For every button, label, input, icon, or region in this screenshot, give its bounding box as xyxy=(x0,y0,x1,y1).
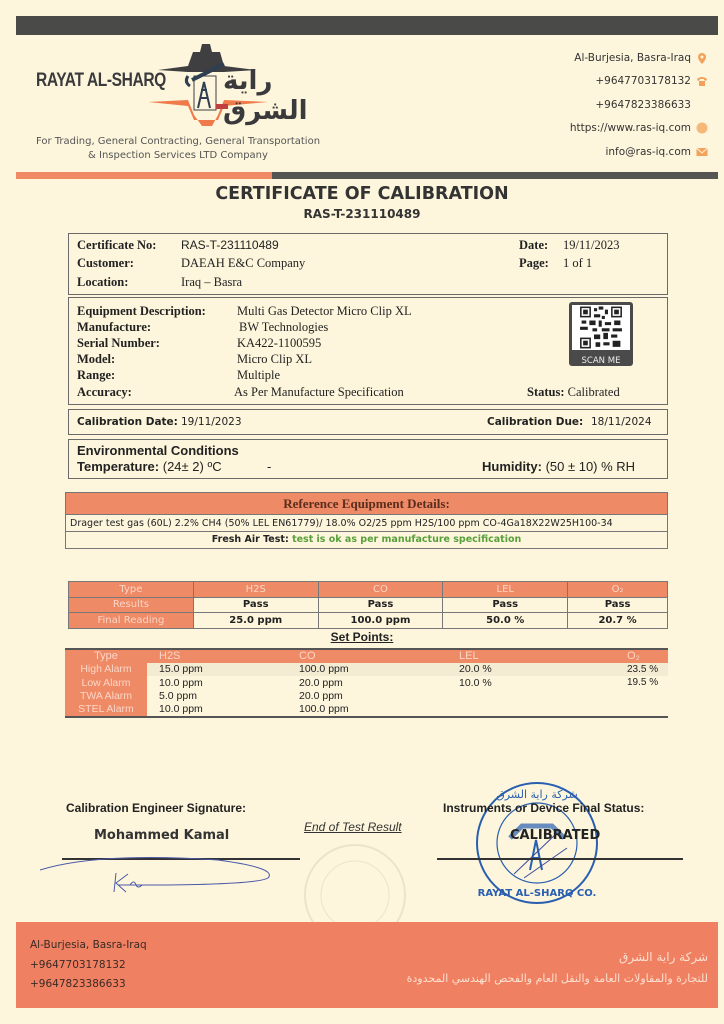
results-header-cell: H2S xyxy=(193,582,318,598)
table-cell xyxy=(577,703,668,717)
engineer-signature-label: Calibration Engineer Signature: xyxy=(66,801,247,815)
customer-label: Customer: xyxy=(77,256,134,270)
row-label: High Alarm xyxy=(65,663,147,677)
page-value: 1 of 1 xyxy=(563,256,593,270)
table-row xyxy=(65,676,668,690)
table-cell: Pass xyxy=(193,597,318,613)
calibration-due-label: Calibration Due: xyxy=(487,416,584,428)
page-label: Page: xyxy=(519,256,549,270)
row-label: Final Reading xyxy=(69,613,194,629)
set-points-header-row xyxy=(65,649,668,663)
table-cell: 20.0 ppm xyxy=(299,690,343,703)
set-header-cell: LEL xyxy=(447,649,577,663)
set-points-table xyxy=(65,648,668,718)
header-separator-orange xyxy=(16,172,272,179)
serial-number-value: KA422-1100595 xyxy=(237,336,322,350)
location-label: Location: xyxy=(77,275,129,289)
set-header-cell: H2S xyxy=(147,649,257,663)
temperature-value: (24± 2) ºC xyxy=(162,459,222,474)
svg-text:RAYAT AL-SHARQ CO.: RAYAT AL-SHARQ CO. xyxy=(477,888,597,899)
contact-phone-2[interactable]: +9647823386633 xyxy=(595,98,691,111)
phone-icon xyxy=(696,75,708,87)
contact-website[interactable]: https://www.ras-iq.com xyxy=(569,122,691,135)
equipment-description-value: Multi Gas Detector Micro Clip XL xyxy=(237,304,412,318)
location-pin-icon xyxy=(696,52,708,64)
header-separator-dark xyxy=(272,172,718,179)
set-header-cell: Type xyxy=(65,649,147,663)
document-title: CERTIFICATE OF CALIBRATION xyxy=(215,184,509,204)
table-cell: 5.0 ppm xyxy=(159,690,197,703)
humidity-field xyxy=(482,459,635,474)
table-cell: 50.0 % xyxy=(443,613,568,629)
table-cell: Pass xyxy=(443,597,568,613)
table-cell: 25.0 ppm xyxy=(193,613,318,629)
results-table xyxy=(68,581,668,629)
header-top-bar xyxy=(16,16,718,35)
tagline-line-1: For Trading, General Contracting, General Transportation xyxy=(35,136,321,147)
certificate-no-label: Certificate No: xyxy=(77,238,157,252)
humidity-label: Humidity: xyxy=(482,459,542,474)
table-cell: 20.7 % xyxy=(568,613,668,629)
footer-phone-1[interactable]: +9647703178132 xyxy=(30,958,126,971)
model-value: Micro Clip XL xyxy=(237,352,312,366)
table-cell: 100.0 ppm xyxy=(299,703,349,716)
table-cell: 10.0 ppm xyxy=(159,703,203,716)
table-cell: 23.5 % xyxy=(577,663,668,677)
final-status-label: Instruments or Device Final Status: xyxy=(443,801,645,815)
certificate-no-value: RAS-T-231110489 xyxy=(181,238,279,252)
header-contact-block xyxy=(408,46,708,164)
fresh-air-label: Fresh Air Test: xyxy=(211,534,289,545)
table-row xyxy=(69,597,668,613)
calibration-date-label: Calibration Date: xyxy=(77,416,178,428)
calibration-due-value: 18/11/2024 xyxy=(591,416,652,428)
contact-phone-1[interactable]: +9647703178132 xyxy=(595,75,691,88)
temperature-field xyxy=(77,459,222,474)
manufacture-label: Manufacture: xyxy=(77,320,152,334)
reference-equipment-table xyxy=(65,492,668,549)
manufacture-value: BW Technologies xyxy=(239,320,329,334)
engineer-name: Mohammed Kamal xyxy=(94,828,230,843)
brand-name-en: RAYAT AL-SHARQ xyxy=(36,70,166,91)
contact-address: Al-Burjesia, Basra-Iraq xyxy=(574,51,691,64)
table-row xyxy=(65,663,668,677)
equipment-description-label: Equipment Description: xyxy=(77,304,206,318)
table-cell: 20.0 % xyxy=(447,663,577,677)
results-header-cell: O₂ xyxy=(568,582,668,598)
humidity-value: (50 ± 10) % RH xyxy=(545,459,636,474)
reference-details: Drager test gas (60L) 2.2% CH4 (50% LEL EN61779)/ 18.0% O2/25 ppm H2S/100 ppm CO-4Ga18X22W25H100-34 xyxy=(66,515,667,532)
footer-arabic-name xyxy=(407,946,708,990)
set-points-heading: Set Points: xyxy=(330,630,394,644)
table-row xyxy=(65,690,668,704)
table-cell: 10.0 % xyxy=(459,676,492,689)
results-header-cell: Type xyxy=(69,582,194,598)
row-label: TWA Alarm xyxy=(65,690,147,704)
set-header-cell: O₂ xyxy=(577,649,668,663)
envelope-icon xyxy=(696,146,708,158)
table-row xyxy=(69,613,668,629)
set-header-cell: CO xyxy=(257,649,447,663)
range-label: Range: xyxy=(77,368,116,382)
row-label: Low Alarm xyxy=(65,676,147,690)
table-cell: 10.0 ppm xyxy=(159,676,203,689)
status-label: Status: xyxy=(527,385,565,399)
calibration-dates-box xyxy=(68,409,668,435)
results-header-cell: CO xyxy=(318,582,443,598)
results-header-row xyxy=(69,582,668,598)
tagline-line-2: & Inspection Services LTD Company xyxy=(88,150,268,161)
qr-code[interactable] xyxy=(569,302,633,366)
svg-text:شركة راية الشرق: شركة راية الشرق xyxy=(496,788,578,801)
brand-name-ar: راية الشرق xyxy=(223,66,308,126)
footer-contact xyxy=(30,936,147,995)
equipment-box xyxy=(68,297,668,405)
company-tagline xyxy=(28,135,328,163)
serial-number-label: Serial Number: xyxy=(77,336,160,350)
qr-scan-caption: SCAN ME xyxy=(581,356,621,366)
status-field xyxy=(527,385,620,400)
date-label: Date: xyxy=(519,238,549,252)
table-cell xyxy=(447,690,577,704)
table-cell: 100.0 ppm xyxy=(318,613,443,629)
location-value: Iraq – Basra xyxy=(181,275,243,289)
customer-value: DAEAH E&C Company xyxy=(181,256,306,270)
globe-icon xyxy=(696,122,708,134)
date-value: 19/11/2023 xyxy=(563,238,620,252)
table-cell xyxy=(577,690,668,704)
reference-heading: Reference Equipment Details: xyxy=(66,493,667,515)
qr-code-icon xyxy=(572,305,630,350)
temperature-label: Temperature: xyxy=(77,459,160,474)
footer-phone-2[interactable]: +9647823386633 xyxy=(30,978,126,990)
results-header-cell: LEL xyxy=(443,582,568,598)
footer-arabic-line-1: شركة راية الشرق xyxy=(619,950,708,964)
handwritten-signature-icon xyxy=(38,850,278,895)
footer-address: Al-Burjesia, Basra-Iraq xyxy=(30,939,147,951)
row-label: STEL Alarm xyxy=(65,703,147,717)
footer-banner xyxy=(16,922,718,1008)
table-cell: 15.0 ppm xyxy=(147,663,257,677)
certificate-info-box xyxy=(68,233,668,295)
table-row xyxy=(65,703,668,717)
accuracy-value: As Per Manufacture Specification xyxy=(234,385,404,399)
range-value: Multiple xyxy=(237,368,281,382)
fresh-air-value: test is ok as per manufacture specification xyxy=(292,534,522,545)
environmental-heading: Environmental Conditions xyxy=(77,443,239,458)
accuracy-label: Accuracy: xyxy=(77,385,132,399)
table-cell xyxy=(447,703,577,717)
document-number: RAS-T-231110489 xyxy=(303,207,421,221)
company-stamp-icon xyxy=(472,778,602,908)
model-label: Model: xyxy=(77,352,116,366)
footer-arabic-line-2: للتجارة والمقاولات العامة والنقل العام والفحص الهندسي المحدودة xyxy=(406,972,708,985)
table-cell: 19.5 % xyxy=(627,677,659,689)
table-cell: Pass xyxy=(568,597,668,613)
end-of-test-result: End of Test Result xyxy=(304,820,402,834)
fresh-air-test xyxy=(66,532,667,548)
environmental-conditions-box xyxy=(68,439,668,479)
table-cell: 100.0 ppm xyxy=(257,663,447,677)
company-logo xyxy=(28,40,328,168)
table-cell: Pass xyxy=(318,597,443,613)
final-status-value: CALIBRATED xyxy=(510,828,601,843)
environment-dash: - xyxy=(267,459,272,474)
row-label: Results xyxy=(69,597,194,613)
calibration-date-value: 19/11/2023 xyxy=(181,416,242,428)
status-value: Calibrated xyxy=(567,385,620,399)
final-status-line xyxy=(437,858,683,860)
contact-email[interactable]: info@ras-iq.com xyxy=(605,145,691,158)
table-cell: 20.0 ppm xyxy=(299,676,343,689)
